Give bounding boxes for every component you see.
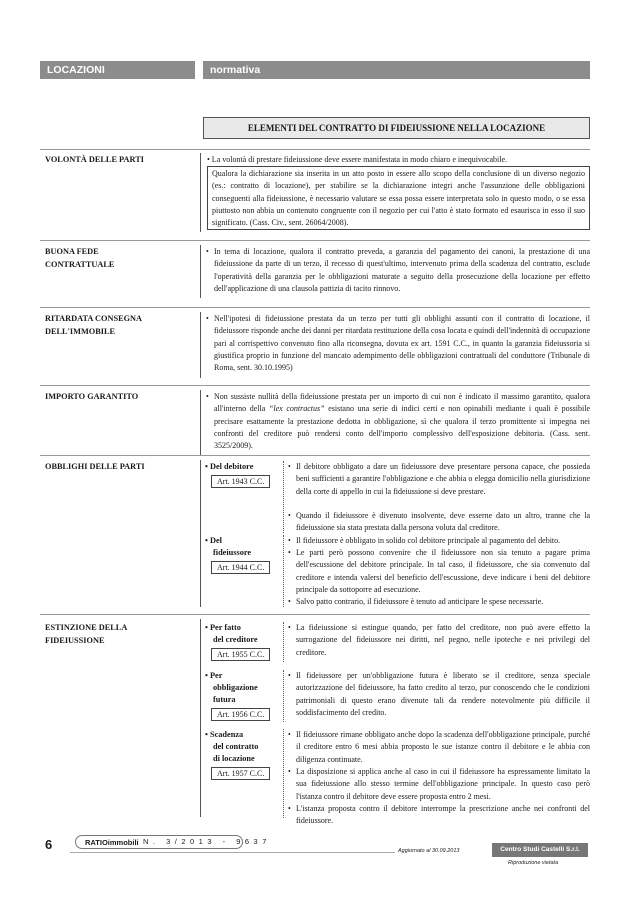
- section-divider: [40, 307, 590, 308]
- bullet: •: [288, 548, 291, 557]
- section-label-importo: IMPORTO GARANTITO: [45, 392, 139, 401]
- fatto-head: [205, 622, 283, 661]
- section-label-ritardata: [45, 313, 142, 338]
- art-1957-badge: Art. 1957 C.C.: [211, 767, 270, 780]
- scadenza-head: [205, 729, 283, 780]
- label-line: FIDEIUSSIONE: [45, 635, 105, 645]
- section-label-estinzione: [45, 622, 127, 647]
- bullet: •: [288, 536, 291, 545]
- fatto-item-1: • La fideiussione si estingue quando, per fatto del creditore, non può avere effetto la surrogazione del fideiussore nei diritti, nel pegno, nelle ipoteche e nei privilegi del creditore.: [288, 623, 590, 657]
- art-1944-badge: Art. 1944 C.C.: [211, 561, 270, 574]
- section-bar: [200, 245, 201, 298]
- bullet: •: [288, 730, 291, 739]
- label-line: DELL'IMMOBILE: [45, 326, 116, 336]
- head-line: del contratto: [213, 742, 259, 751]
- section-divider: [40, 385, 590, 386]
- volonta-bullet: • La volontà di prestare fideiussione deve essere manifestata in modo chiaro e inequivocabile.: [207, 155, 508, 164]
- head-line: futura: [213, 695, 236, 704]
- art-1955-badge: Art. 1955 C.C.: [211, 648, 270, 661]
- debitore-item-1: • Il debitore obbligato a dare un fideiussore deve presentare persona capace, che possieda beni sufficienti a garantire l'obbligazione e che abbia o elegga domicilio nella giurisdizione della corte di appello in cui la fideiussione si deve prestare.: [288, 462, 590, 496]
- ritardata-body: Nell'ipotesi di fideiussione prestata da un terzo per tutti gli obblighi assunti con il contratto di locazione, il fideiussore risponde anche dei danni per ritardata restituzione della cosa locata e quindi dell'indennità di occupazione pari al corrispettivo convenuto fino alla riconsegna, dovuta ex art. 1591 C.C., in quanto la garanzia fideiussoria si giustifica proprio in funzione del mancato adempimento delle obbligazioni contrattuali del conduttore (Tribunale di Roma, sent. 30.10.1995): [214, 314, 590, 373]
- bullet: •: [288, 623, 291, 632]
- fideiussore-item-3: • Salvo patto contrario, il fideiussore è tenuto ad anticipare le spese necessarie.: [296, 596, 590, 608]
- head-line: • Del: [205, 536, 222, 545]
- footer-rule: [70, 852, 395, 853]
- art-1943-badge: Art. 1943 C.C.: [211, 475, 270, 488]
- section-header-locazioni: LOCAZIONI: [40, 61, 195, 79]
- head-line: • Del debitore: [205, 462, 254, 471]
- head-line: • Per: [205, 671, 223, 680]
- volonta-boxed-note: Qualora la dichiarazione sia inserita in un atto posto in essere allo scopo della conclusione di un diverso negozio (es.: contratto di locazione), per stabilire se la dichiarazione integri anche l'assunzione delle obbligazioni conseguenti alla fideiussione, è necessario valutare se essa possa essere interpretata solo in questo modo, o se essa piuttosto non abbia un contenuto congruente con il negozio per cui l'atto è stato formato ed esaurisca in esso il suo significato. (Cass. Civ., sent. 26064/2008).: [207, 166, 590, 230]
- section-bar: [200, 390, 201, 456]
- dotted-divider: [283, 670, 284, 722]
- section-bar: [200, 312, 201, 378]
- bullet: •: [288, 804, 291, 813]
- bullet: •: [206, 247, 209, 256]
- footer-updated: Aggiornato al 30.09.2013: [398, 848, 460, 854]
- label-line: RITARDATA CONSEGNA: [45, 314, 143, 323]
- head-line: del creditore: [213, 635, 258, 644]
- dotted-divider: [283, 535, 284, 607]
- section-bar: [200, 153, 201, 232]
- head-line: di locazione: [213, 754, 255, 763]
- dotted-divider: [283, 461, 284, 533]
- bullet: •: [288, 462, 291, 471]
- footer-reproduction: Riproduzione vietata: [508, 860, 559, 866]
- dotted-divider: [283, 729, 284, 818]
- section-divider: [40, 455, 590, 456]
- label-line: ESTINZIONE DELLA: [45, 623, 128, 632]
- label-line: CONTRATTUALE: [45, 259, 115, 269]
- page-title: ELEMENTI DEL CONTRATTO DI FIDEIUSSIONE NELLA LOCAZIONE: [203, 117, 590, 139]
- debitore-item-2: • Quando il fideiussore è divenuto insolvente, deve esserne dato un altro, tranne che la fideiussione sia stata prestata dalla persona voluta dal creditore.: [288, 511, 590, 533]
- section-label-volonta: VOLONTÀ DELLE PARTI: [45, 155, 144, 164]
- footer-company: Centro Studi Castelli S.r.l.: [492, 843, 588, 857]
- section-divider: [40, 614, 590, 615]
- section-bar: [200, 619, 201, 817]
- bullet: •: [206, 392, 209, 401]
- futura-head: [205, 670, 283, 721]
- art-1956-badge: Art. 1956 C.C.: [211, 708, 270, 721]
- importo-body-b: esistano una serie di indici certi e non opinabili mediante i quali è possibile precisare esattamente la prestazione dedotta in obbligazione, sì che qualora il terzo promittente si impegna nei confronti del creditore può rendersi conto dell'importo complessivo dell'esposizione debitoria. (Cass. sent. 3525/2009).: [214, 404, 591, 451]
- bullet: •: [288, 767, 291, 776]
- fideiussore-item-2: • Le parti però possono convenire che il fideiussore non sia tenuto a pagare prima dell'escussione del debitore principale. In tal caso, il fideiussore, che sia convenuto dal creditore e intenda valersi del beneficio dell'escussione, deve indicare i beni del debitore principale da sottoporre ad esecuzione.: [288, 548, 590, 594]
- page-number: 6: [45, 837, 53, 852]
- section-label-buona-fede: [45, 246, 114, 271]
- footer-brand: RATIOimmobili: [85, 838, 139, 847]
- fideiussore-head: [205, 535, 283, 574]
- futura-item-1: • Il fideiussore per un'obbligazione futura è liberato se il creditore, senza speciale autorizzazione del fideiussore, ha fatto credito al terzo, pur conoscendo che le condizioni patrimoniali di questo erano divenute tali da rendere notevolmente più difficile il soddisfacimento del credito.: [288, 671, 590, 717]
- head-line: fideiussore: [213, 548, 252, 557]
- head-line: • Per fatto: [205, 623, 241, 632]
- section-header-normativa: normativa: [203, 61, 590, 79]
- importo-text: [206, 391, 591, 452]
- bullet: •: [206, 314, 209, 323]
- head-line: obbligazione: [213, 683, 258, 692]
- lex-contractus: “lex contractus”: [268, 404, 325, 414]
- section-divider: [40, 240, 590, 241]
- footer-issue: N. 3/2013 - 9637: [143, 837, 271, 846]
- section-label-obblighi: OBBLIGHI DELLE PARTI: [45, 462, 145, 471]
- bullet: •: [288, 511, 291, 520]
- dotted-divider: [283, 622, 284, 662]
- label-line: BUONA FEDE: [45, 247, 99, 256]
- section-bar: [200, 460, 201, 607]
- bullet: •: [288, 671, 291, 680]
- debitore-head: [205, 461, 283, 488]
- bullet: •: [288, 597, 291, 606]
- section-divider: [40, 149, 590, 150]
- fideiussore-item-1: • Il fideiussore è obbligato in solido col debitore principale al pagamento del debito.: [296, 535, 590, 547]
- buona-fede-text: [206, 246, 590, 295]
- scadenza-item-2: • La disposizione si applica anche al caso in cui il fideiussore ha espressamente limitato la sua fideiussione allo stesso termine dell'obbligazione principale. In questo caso però l'istanza contro il debitore deve essere proposta entro 2 mesi.: [288, 767, 590, 801]
- ritardata-text: [206, 313, 590, 374]
- buona-fede-body: In tema di locazione, qualora il contratto preveda, a garanzia del pagamento dei canoni, la prestazione di una fideiussione da parte di un terzo, il recesso di quest'ultimo, intervenuto prima della scadenza del contratto, esclude l'operatività della garanzia per le obbligazioni maturate a seguito della prosecuzione della locazione per effetto dell'applicazione di una clausola pattizia di tacito rinnovo.: [214, 247, 590, 293]
- head-line: • Scadenza: [205, 730, 244, 739]
- scadenza-item-3: • L'istanza proposta contro il debitore interrompe la prescrizione anche nei confronti del fideiussore.: [288, 804, 590, 826]
- importo-body-a: Non sussiste nullità della fideiussione prestata per un importo di cui non è indicato il massimo garantito, qualora all'interno della: [214, 392, 590, 414]
- scadenza-item-1: • Il fideiussore rimane obbligato anche dopo la scadenza dell'obbligazione principale, purché il creditore entro 6 mesi abbia proposto le sue istanze contro il debitore e le abbia con diligenza continuate.: [288, 730, 590, 764]
